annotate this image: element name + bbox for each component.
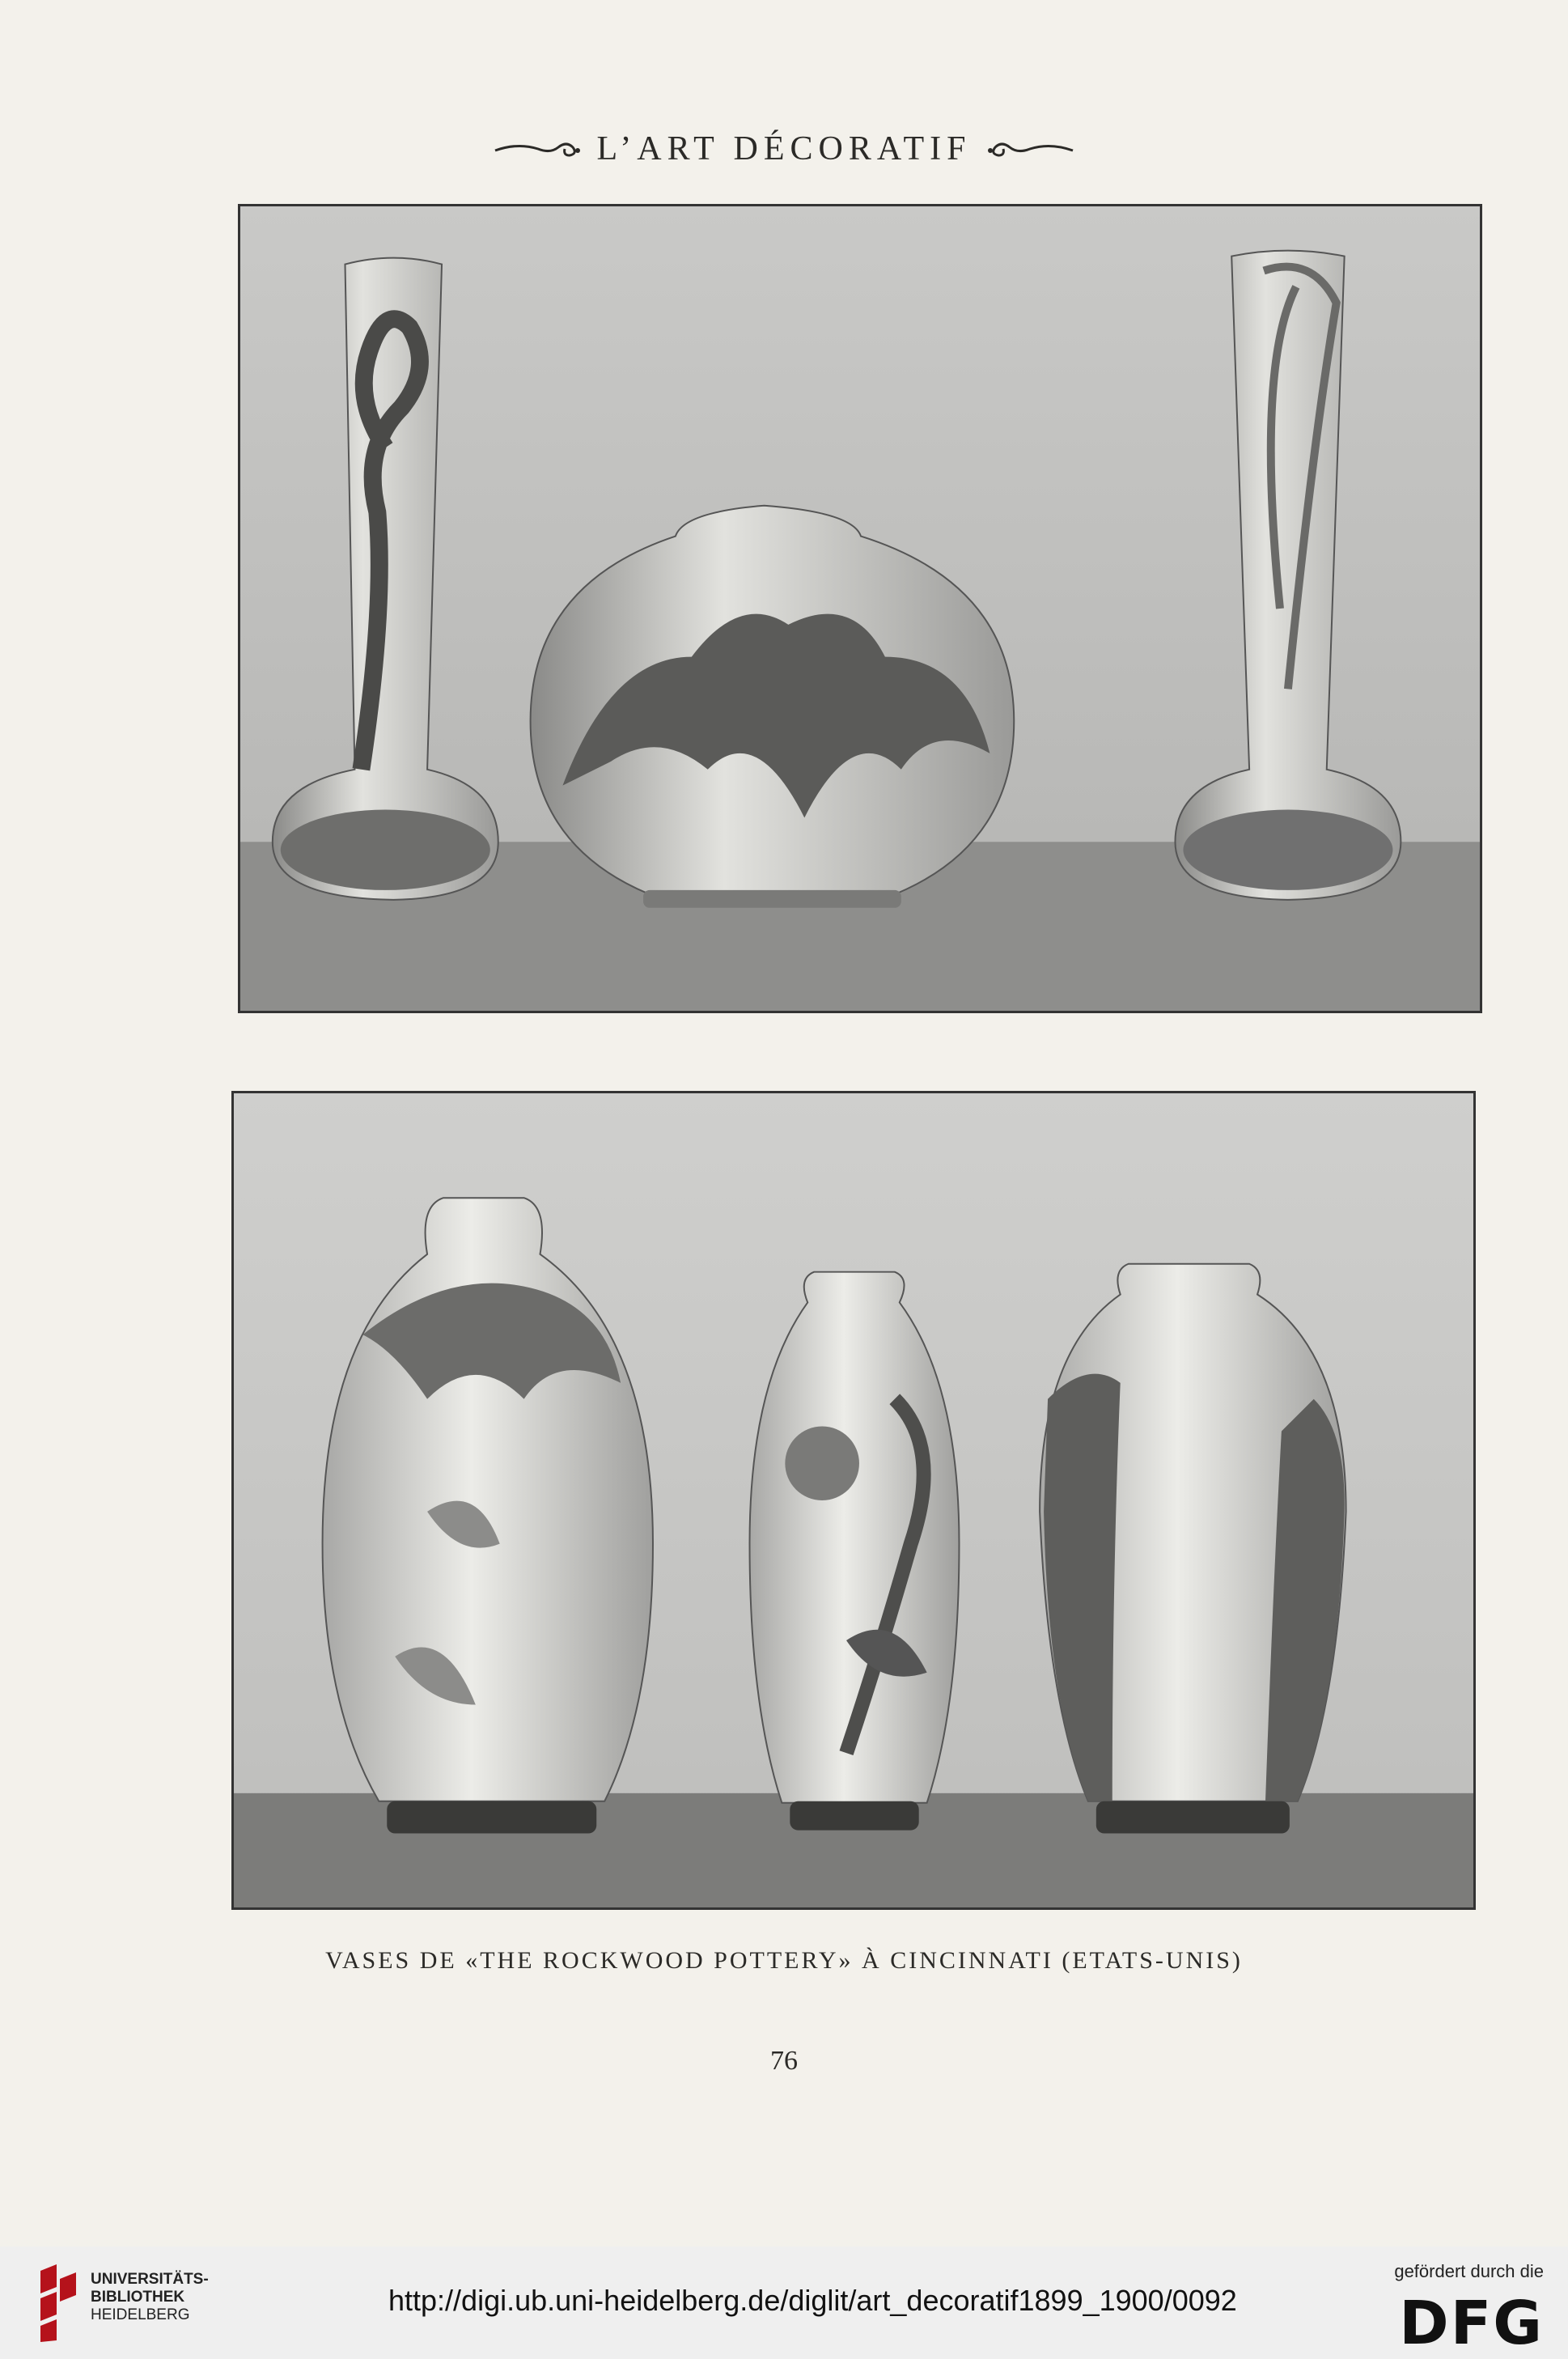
running-head <box>0 129 1568 171</box>
funding-label: gefördert durch die <box>1394 2261 1544 2281</box>
library-name: UNIVERSITÄTS- BIBLIOTHEK HEIDELBERG <box>91 2271 209 2323</box>
photo-plate-bottom <box>231 1091 1476 1910</box>
photo-plate-top <box>238 204 1482 1013</box>
plate-caption: VASES DE «THE ROCKWOOD POTTERY» À CINCINNATI (ETATS-UNIS) <box>325 1947 1243 1974</box>
left-flourish-icon <box>494 132 583 171</box>
permalink-url[interactable]: http://digi.ub.uni-heidelberg.de/diglit/art_decoratif1899_1900/0092 <box>388 2284 1237 2317</box>
page-number: 76 <box>770 2046 798 2076</box>
vase-chrysanthemum <box>750 1272 960 1831</box>
right-flourish-icon <box>985 132 1074 171</box>
dfg-logo: DFG <box>1399 2289 1544 2358</box>
page-header-title: L’ART DÉCORATIF <box>596 130 972 168</box>
university-library-logo-icon <box>24 2263 89 2344</box>
viewer-footer <box>0 2247 1568 2359</box>
vase-tulip <box>1040 1264 1346 1834</box>
